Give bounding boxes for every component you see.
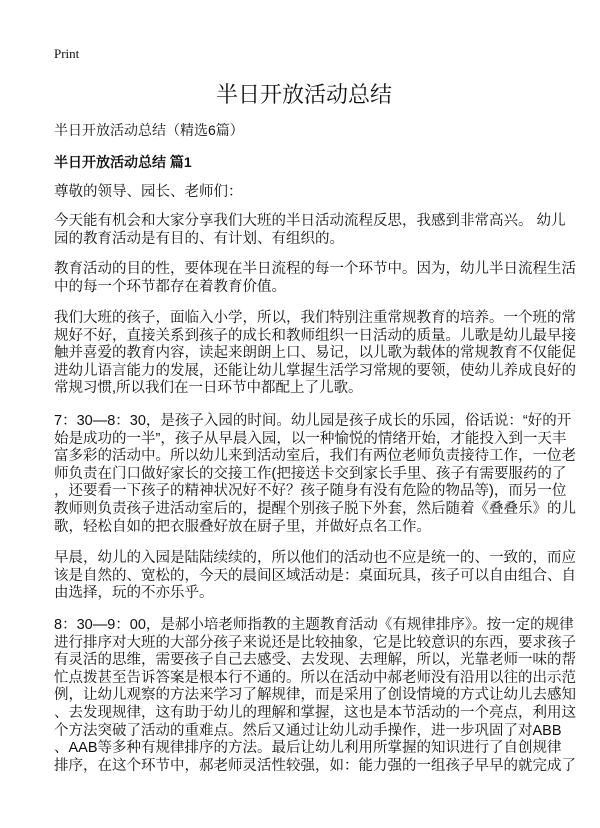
- document-subtitle: 半日开放活动总结（精选6篇）: [54, 122, 244, 138]
- print-link[interactable]: Print: [54, 46, 80, 61]
- paragraph-line: 例，让幼儿观察的方法来学习了解规律，而是采用了创设情境的方式让幼儿去感知: [54, 687, 576, 704]
- paragraph-line: 触并喜爱的教育内容，读起来朗朗上口、易记，以儿歌为载体的常规教育不仅能促: [54, 345, 576, 362]
- paragraph-line: 歌，轻松自如的把衣服叠好放在厨子里，并做好点名工作。: [54, 518, 431, 535]
- paragraph-line: 个方法突破了活动的重难点。然后又通过让幼儿动手操作，进一步巩固了对ABB: [54, 722, 562, 739]
- paragraph-line: 进行排序对大班的大部分孩子来说还是比较抽象，它是比较意识的东西，要求孩子: [54, 634, 576, 651]
- paragraph-line: 进幼儿语言能力的发展，还能让幼儿掌握生活学习常规的要领，使幼儿养成良好的: [54, 362, 576, 379]
- paragraph: [54, 617, 576, 775]
- section-heading: 半日开放活动总结 篇1: [54, 154, 192, 170]
- paragraph-line: 始是成功的一半”，孩子从早晨入园，以一种愉悦的情绪开始，才能投入到一天丰: [54, 430, 567, 447]
- paragraph-line: 尊敬的领导、园长、老师们：: [54, 184, 243, 200]
- paragraph-line: 富多彩的活动中。所以幼儿来到活动室后，我们有两位老师负责接待工作，一位老: [54, 448, 576, 465]
- paragraph: [54, 213, 566, 248]
- paragraph-line: 忙点拨甚至告诉答案是根本行不通的。所以在活动中郝老师没有沿用以往的出示范: [54, 669, 576, 686]
- paragraph-line: 师负责在门口做好家长的交接工作(把接送卡交到家长手里、孩子有需要服药的了: [54, 465, 567, 482]
- paragraph-line: 7：30—8：30，是孩子入园的时间。幼儿园是孩子成长的乐园，俗话说：“好的开: [54, 413, 572, 429]
- paragraph: [54, 310, 576, 398]
- paragraph-line: 、去发现规律，这有助于幼儿的理解和掌握，这也是本节活动的一个亮点，利用这: [54, 704, 576, 721]
- paragraph-line: 常规习惯,所以我们在一日环节中都配上了儿歌。: [54, 380, 363, 397]
- paragraph: [54, 413, 576, 536]
- paragraph-line: 规好不好，直接关系到孩子的成长和教师组织一日活动的质量。儿歌是幼儿最早接: [54, 327, 576, 344]
- paragraph-line: 今天能有机会和大家分享我们大班的半日活动流程反思，我感到非常高兴。 幼儿: [54, 213, 566, 229]
- paragraph-line: 由选择，玩的不亦乐乎。: [54, 585, 214, 602]
- paragraph: [54, 184, 243, 202]
- paragraph-line: 中的每一个环节都存在着教育价值。: [54, 278, 286, 295]
- paragraph-line: 园的教育活动是有目的、有计划、有组织的。: [54, 230, 344, 247]
- paragraph-line: 排序，在这个环节中，郝老师灵活性较强，如：能力强的一组孩子早早的就完成了: [54, 757, 576, 774]
- paragraph-line: 早晨，幼儿的入园是陆陆续续的，所以他们的活动也不应是统一的、一致的，而应: [54, 550, 576, 566]
- paragraph-line: 、AAB等多种有规律排序的方法。最后让幼儿利用所掌握的知识进行了自创规律: [54, 740, 562, 757]
- paragraph-line: 教育活动的目的性，要体现在半日流程的每一个环节中。因为，幼儿半日流程生活: [54, 261, 576, 277]
- paragraph-line: 我们大班的孩子，面临入小学，所以，我们特别注重常规教育的培养。一个班的常: [54, 310, 576, 326]
- document-title: 半日开放活动总结: [215, 82, 392, 107]
- paragraph-line: ，还要看一下孩子的精神状况好不好？孩子随身有没有危险的物品等)，而另一位: [54, 483, 567, 500]
- paragraph-line: 教师则负责孩子进活动室后的，提醒个别孩子脱下外套，然后随着《叠叠乐》的儿: [54, 500, 576, 517]
- paragraph: [54, 261, 576, 296]
- paragraph-line: 该是自然的、宽松的，今天的晨间区域活动是：桌面玩具，孩子可以自由组合、自: [54, 567, 576, 584]
- paragraph-line: 有灵活的思维，需要孩子自己去感受、去发现、去理解，所以，光靠老师一味的帮: [54, 652, 576, 669]
- paragraph: [54, 550, 576, 603]
- paragraph-line: 8：30—9：00，是郝小培老师指教的主题教育活动《有规律排序》。按一定的规律: [54, 617, 574, 633]
